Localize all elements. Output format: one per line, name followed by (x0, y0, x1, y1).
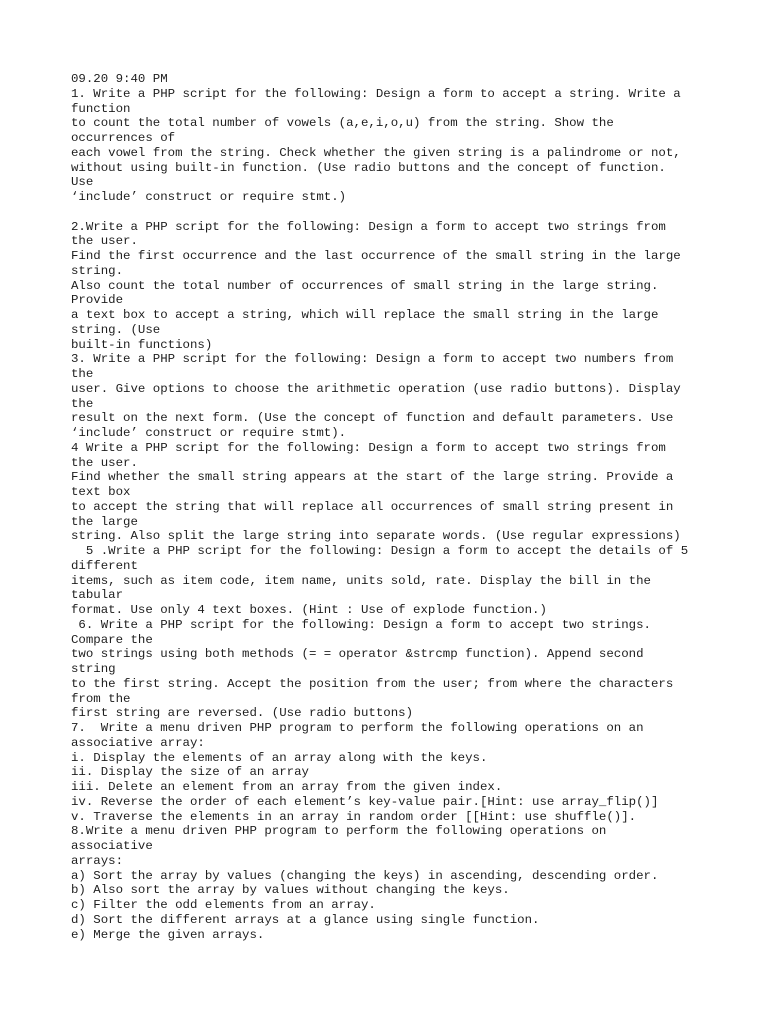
text-line: i. Display the elements of an array along with the keys. (71, 750, 488, 765)
text-line: to count the total number of vowels (a,e,i,o,u) from the string. Show the (71, 116, 614, 131)
text-line: iv. Reverse the order of each element’s key-value pair.[Hint: use array_flip()] (71, 794, 659, 809)
text-line: format. Use only 4 text boxes. (Hint : Use of explode function.) (71, 603, 547, 617)
text-line: 1. Write a PHP script for the following: Design a form to accept a string. Write a (71, 86, 681, 101)
text-line: to the first string. Accept the position from the user; from where the characters (71, 676, 674, 691)
text-line: Use (71, 175, 94, 190)
text-line: string. (Use (71, 322, 161, 337)
text-line: different (71, 558, 138, 573)
text-line: string. Also split the large string into separate words. (Use regular expressions) (71, 529, 681, 544)
text-line: ii. Display the size of an array (71, 765, 309, 780)
text-line: 6. Write a PHP script for the following: Design a form to accept two strings. (71, 617, 651, 632)
text-line: result on the next form. (Use the concept of function and default parameters. Use (71, 411, 674, 426)
text-line: a text box to accept a string, which will replace the small string in the large (71, 308, 659, 322)
text-line: from the (71, 691, 131, 706)
text-line: function (71, 101, 131, 116)
text-line: the (71, 396, 94, 411)
text-line: c) Filter the odd elements from an array. (71, 898, 376, 912)
text-line: each vowel from the string. Check whether the given string is a palindrome or not, (71, 145, 681, 160)
text-line: ‘include’ construct or require stmt.) (71, 190, 347, 204)
text-line: the (71, 367, 94, 381)
text-line: the user. (71, 234, 138, 249)
text-line: b) Also sort the array by values without changing the keys. (71, 883, 510, 898)
text-line: built-in functions) (71, 337, 213, 352)
text-line: first string are reversed. (Use radio buttons) (71, 706, 414, 721)
text-line: string (71, 662, 116, 676)
text-line: 7. Write a menu driven PHP program to perform the following operations on an (71, 721, 644, 735)
text-line: iii. Delete an element from an array from the given index. (71, 780, 503, 794)
text-line: items, such as item code, item name, units sold, rate. Display the bill in the (71, 573, 651, 588)
text-line: to accept the string that will replace all occurrences of small string present in (71, 499, 674, 514)
text-line: occurrences of (71, 131, 176, 145)
text-line: a) Sort the array by values (changing the keys) in ascending, descending order. (71, 868, 659, 883)
text-line: Also count the total number of occurrences of small string in the large string. (71, 278, 659, 293)
text-line: user. Give options to choose the arithmetic operation (use radio buttons). Display (71, 381, 681, 396)
text-line: 5 .Write a PHP script for the following: Design a form to accept the details of 5 (71, 544, 689, 558)
text-line: 4 Write a PHP script for the following: Design a form to accept two strings from (71, 440, 666, 455)
text-line: 3. Write a PHP script for the following: Design a form to accept two numbers from (71, 352, 674, 367)
text-line: Find the first occurrence and the last occurrence of the small string in the large (71, 249, 681, 263)
text-line: Find whether the small string appears at the start of the large string. Provide a (71, 470, 674, 485)
text-line: tabular (71, 588, 124, 603)
text-line: the large (71, 514, 138, 529)
text-line: 2.Write a PHP script for the following: Design a form to accept two strings from (71, 219, 666, 234)
text-line: e) Merge the given arrays. (71, 927, 265, 942)
paragraph-gap (71, 205, 761, 220)
text-line: the user. (71, 455, 138, 470)
text-line: 8.Write a menu driven PHP program to perform the following operations on (71, 824, 607, 839)
text-line: two strings using both methods (= = operator &strcmp function). Append second (71, 647, 644, 662)
timestamp: 09.20 9:40 PM (71, 72, 168, 86)
text-line: associative (71, 839, 153, 853)
text-line: v. Traverse the elements in an array in random order [[Hint: use shuffle()]. (71, 809, 637, 824)
text-line: arrays: (71, 853, 124, 868)
text-line: string. (71, 263, 124, 278)
text-line: without using built-in function. (Use radio buttons and the concept of function. (71, 160, 666, 175)
text-line: Compare the (71, 632, 153, 647)
text-line: associative array: (71, 735, 205, 750)
text-line: Provide (71, 293, 124, 308)
text-line: d) Sort the different arrays at a glance using single function. (71, 912, 540, 927)
text-line: ‘include’ construct or require stmt). (71, 426, 347, 440)
document-body (71, 87, 761, 943)
document-page (71, 72, 761, 942)
text-line: text box (71, 485, 131, 499)
